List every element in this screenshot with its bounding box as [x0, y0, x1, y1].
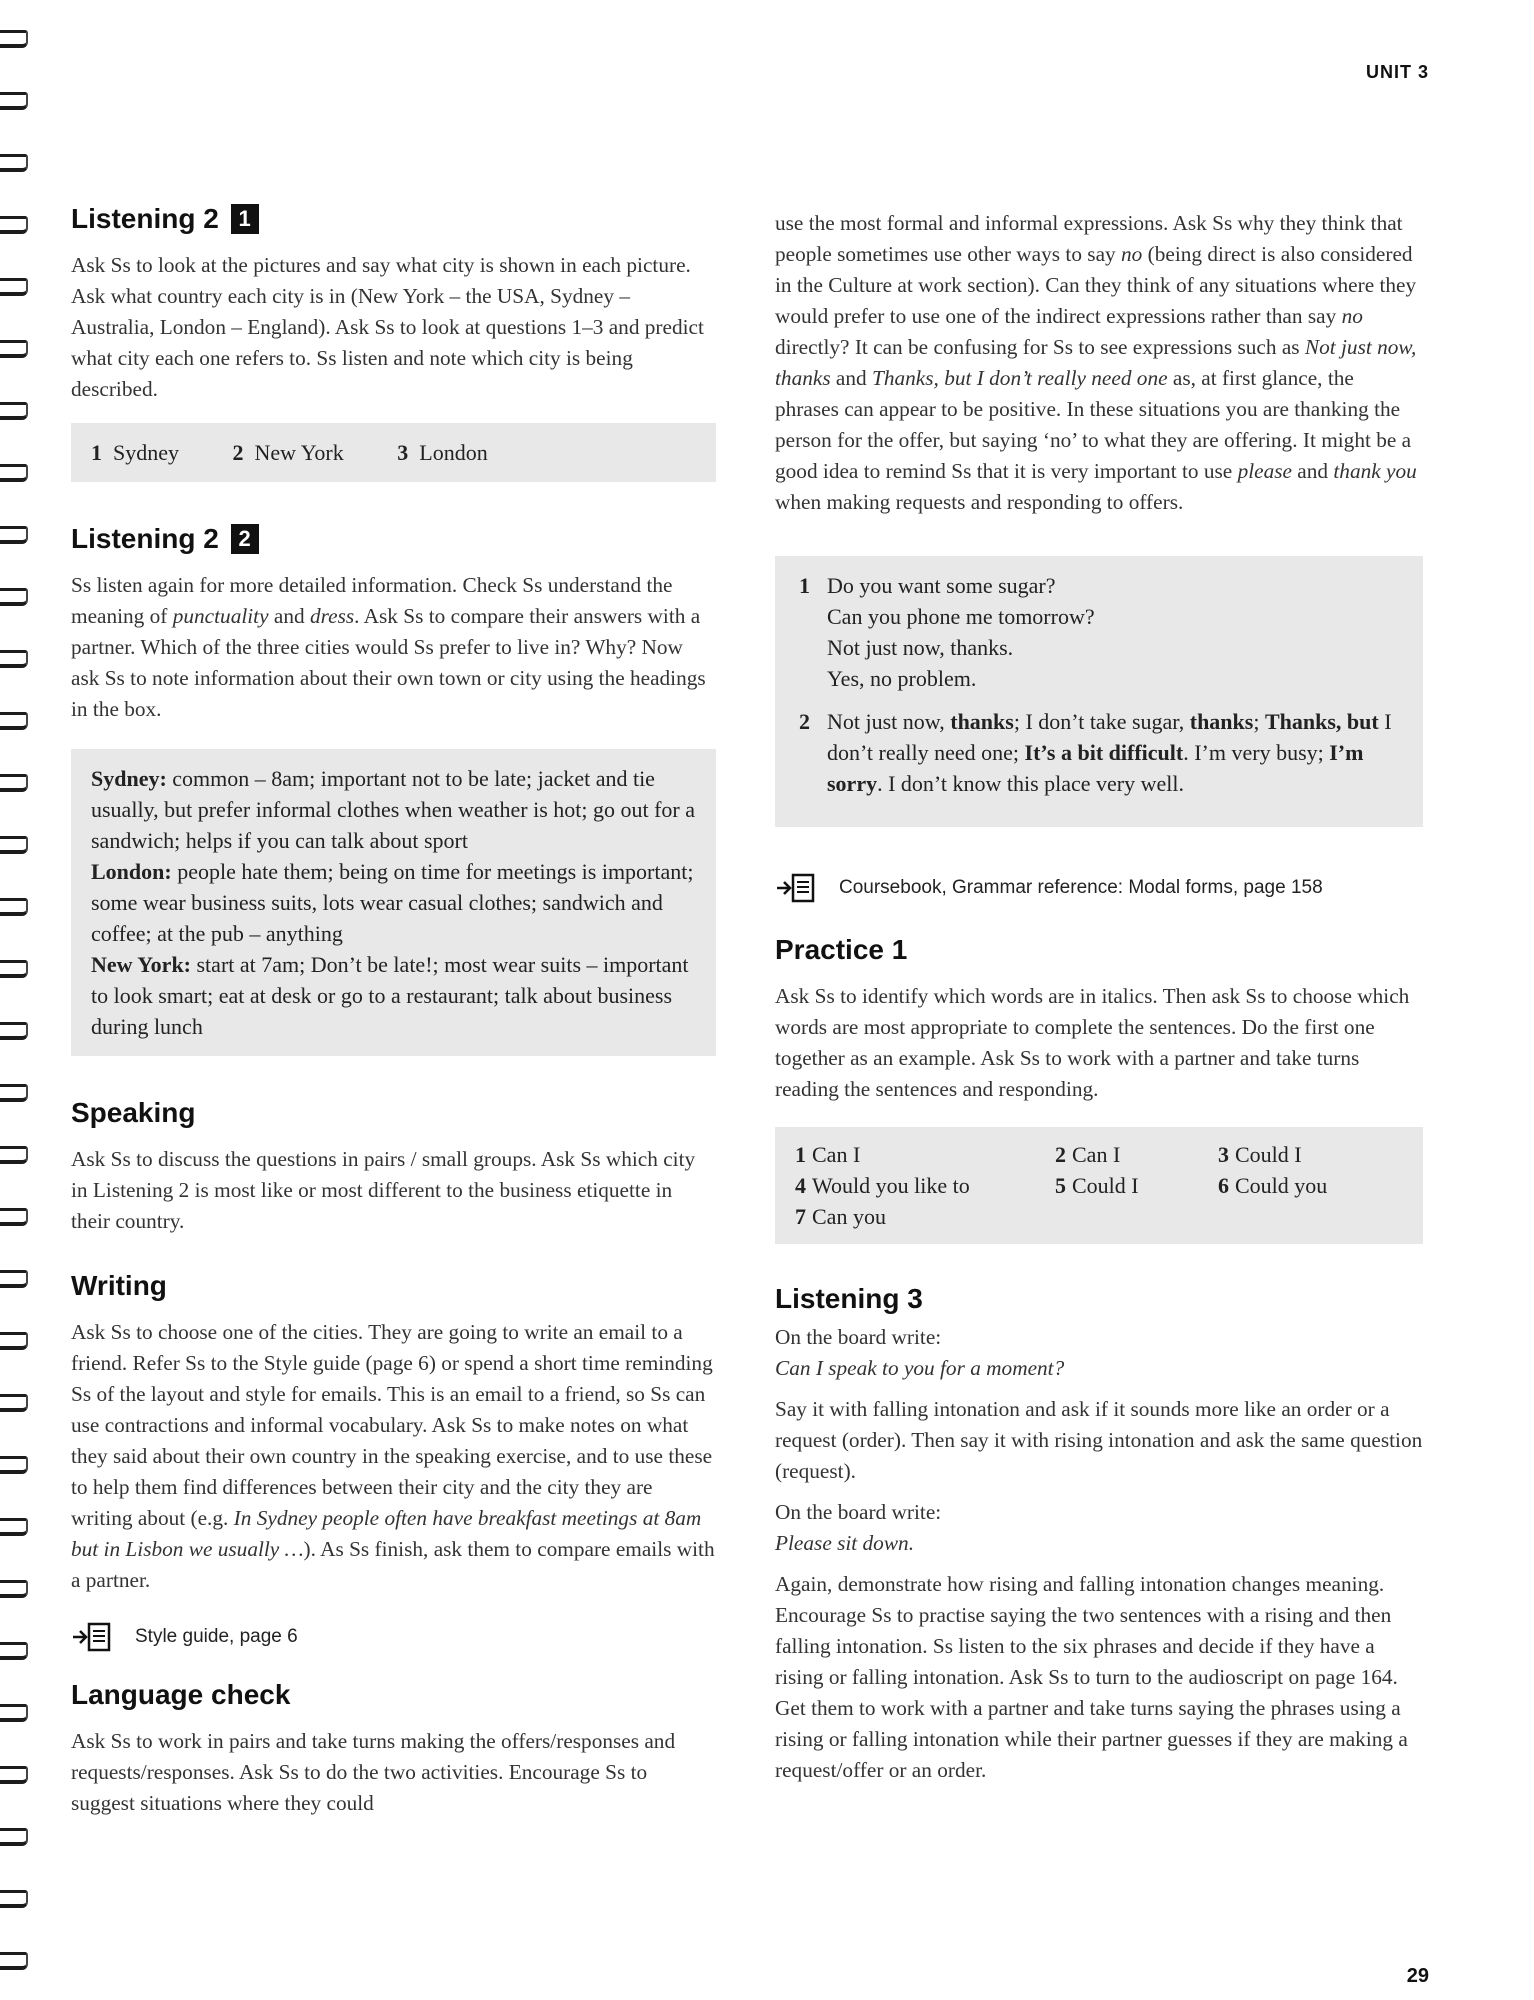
cross-reference	[775, 871, 1423, 905]
section-heading: Listening 2 1	[71, 204, 716, 234]
binding-ring	[0, 1518, 28, 1536]
instruction-text: Ask Ss to identify which words are in italics. Then ask Ss to choose which words are most appropriate to complete the sentences. Do the first one together as an example. Ask Ss to work with a partner and take turns reading the sentences and responding.	[775, 984, 1410, 1101]
answer-item: 4 Would you like to	[795, 1173, 970, 1198]
binding-ring	[0, 1394, 28, 1412]
instruction-text: Ask Ss to choose one of the cities. They are going to write an email to a friend. Refer Ss to the Style guide (page 6) or spend a short time reminding Ss of the layout and style for emails. This is an email to a friend, so Ss can use contractions and informal vocabulary. Ask Ss to make notes on what they said about their own country in the speaking exercise, and to use these to help them find differences between their city and the city they are writing about (e.g. In Sydney people often have breakfast meetings at 8am but in Lisbon we usually …). As Ss finish, ask them to compare emails with a partner.	[71, 1320, 715, 1592]
binding-ring	[0, 960, 28, 978]
answer-box	[71, 749, 716, 1056]
left-column	[71, 204, 716, 1829]
instruction-text: Say it with falling intonation and ask if it sounds more like an order or a request (order). Then say it with rising intonation and ask the same question (request).	[775, 1397, 1423, 1483]
section-practice-1	[775, 935, 1423, 1244]
answer-entry: Sydney: common – 8am; important not to be late; jacket and tie usually, but prefer informal clothes when weather is hot; go out for a sandwich; helps if you can talk about sport	[91, 766, 696, 853]
binding-ring	[0, 216, 28, 234]
spiral-binding	[0, 0, 34, 2000]
section-listening-2-2	[71, 524, 716, 1056]
binding-ring	[0, 1766, 28, 1784]
instruction-text: Ss listen again for more detailed information. Check Ss understand the meaning of punctuality and dress. Ask Ss to compare their answers with a partner. Which of the three cities would Ss prefer to live in? Why? Now ask Ss to note information about their own town or city using the headings in the box.	[71, 573, 706, 721]
cross-reference	[71, 1620, 716, 1654]
answer-item: 1 Sydney	[91, 440, 179, 465]
answer-item: 3 Could I	[1218, 1142, 1302, 1167]
answer-entry: London: people hate them; being on time for meetings is important; some wear business suits, lots wear casual clothes; sandwich and coffee; at the pub – anything	[91, 859, 694, 946]
answer-item: 1 Do you want some sugar? Can you phone me tomorrow? Not just now, thanks. Yes, no problem.	[799, 573, 1095, 691]
unit-label: UNIT 3	[1365, 62, 1429, 82]
answer-item: 2 Can I	[1055, 1142, 1121, 1167]
section-heading: Speaking	[71, 1097, 196, 1128]
binding-ring	[0, 1022, 28, 1040]
answer-box	[71, 423, 716, 482]
binding-ring	[0, 836, 28, 854]
answer-item: 2 Not just now, thanks; I don’t take sugar, thanks; Thanks, but I don’t really need one; It’s a bit difficult. I’m very busy; I’m sorry. I don’t know this place very well.	[799, 706, 1403, 799]
binding-ring	[0, 1270, 28, 1288]
answer-entry: New York: start at 7am; Don’t be late!; most wear suits – important to look smart; eat at desk or go to a restaurant; talk about business during lunch	[91, 952, 689, 1039]
binding-ring	[0, 92, 28, 110]
binding-ring	[0, 712, 28, 730]
answer-item: 7 Can you	[795, 1204, 886, 1229]
right-column	[775, 208, 1423, 1796]
section-heading: Language check	[71, 1679, 291, 1710]
binding-ring	[0, 1704, 28, 1722]
answer-box	[775, 556, 1423, 827]
binding-ring	[0, 1456, 28, 1474]
binding-ring	[0, 588, 28, 606]
section-language-check	[71, 1680, 716, 1819]
exercise-number-badge: 2	[231, 524, 259, 554]
binding-ring	[0, 340, 28, 358]
section-listening-3	[775, 1284, 1423, 1786]
binding-ring	[0, 464, 28, 482]
binding-ring	[0, 1828, 28, 1846]
binding-ring	[0, 526, 28, 544]
binding-ring	[0, 1890, 28, 1908]
page-number: 29	[1406, 1965, 1429, 1987]
book-arrow-icon	[71, 1620, 113, 1654]
binding-ring	[0, 1084, 28, 1102]
binding-ring	[0, 1208, 28, 1226]
binding-ring	[0, 1332, 28, 1350]
answer-box	[775, 1127, 1423, 1244]
section-heading: Practice 1	[775, 934, 908, 965]
section-heading: Listening 2 2	[71, 524, 716, 554]
binding-ring	[0, 650, 28, 668]
binding-ring	[0, 30, 28, 48]
book-arrow-icon	[775, 871, 817, 905]
binding-ring	[0, 278, 28, 296]
answer-item: 2 New York	[232, 440, 344, 465]
binding-ring	[0, 774, 28, 792]
answer-item: 1 Can I	[795, 1142, 861, 1167]
section-speaking	[71, 1098, 716, 1237]
section-listening-2-1	[71, 204, 716, 482]
binding-ring	[0, 898, 28, 916]
binding-ring	[0, 154, 28, 172]
section-heading: Writing	[71, 1270, 167, 1301]
binding-ring	[0, 1952, 28, 1970]
continued-text: use the most formal and informal expressions. Ask Ss why they think that people sometimes use other ways to say no (being direct is also considered in the Culture at work section). Can they think of any situations where they would prefer to use one of the indirect expressions rather than say no directly? It can be confusing for Ss to see expressions such as Not just now, thanks and Thanks, but I don’t really need one as, at first glance, the phrases can appear to be positive. In these situations you are thanking the person for the offer, but saying ‘no’ to what they are offering. It might be a good idea to remind Ss that it is very important to use please and thank you when making requests and responding to offers.	[775, 211, 1417, 514]
section-heading: Listening 3	[775, 1283, 923, 1314]
instruction-text: Again, demonstrate how rising and falling intonation changes meaning. Encourage Ss to practise saying the two sentences with a rising and then falling intonation. Ss listen to the six phrases and decide if they have a rising or falling intonation. Ask Ss to turn to the audioscript on page 164. Get them to work with a partner and take turns saying the phrases using a rising or falling intonation while their partner guesses if they are making a request/offer or an order.	[775, 1572, 1408, 1782]
binding-ring	[0, 1580, 28, 1598]
cross-reference-text: Coursebook, Grammar reference: Modal forms, page 158	[839, 877, 1323, 898]
instruction-text: Ask Ss to look at the pictures and say what city is shown in each picture. Ask what country each city is in (New York – the USA, Sydney – Australia, London – England). Ask Ss to look at questions 1–3 and predict what city each one refers to. Ss listen and note which city is being described.	[71, 253, 704, 401]
board-instruction: On the board write: Can I speak to you for a moment?	[775, 1325, 1065, 1380]
answer-text: Not just now, thanks; I don’t take sugar, thanks; Thanks, but I don’t really need one; It’s a bit difficult. I’m very busy; I’m sorry. I don’t know this place very well.	[827, 709, 1392, 796]
instruction-text: Ask Ss to discuss the questions in pairs / small groups. Ask Ss which city in Listening 2 is most like or most different to the business etiquette in their country.	[71, 1147, 696, 1233]
binding-ring	[0, 402, 28, 420]
instruction-text: Ask Ss to work in pairs and take turns making the offers/responses and requests/responses. Ask Ss to do the two activities. Encourage Ss to suggest situations where they could	[71, 1729, 676, 1815]
answer-item: 3 London	[397, 440, 488, 465]
answer-item: 6 Could you	[1218, 1173, 1328, 1198]
section-writing	[71, 1271, 716, 1654]
binding-ring	[0, 1642, 28, 1660]
binding-ring	[0, 1146, 28, 1164]
answer-item: 5 Could I	[1055, 1173, 1139, 1198]
board-instruction: On the board write: Please sit down.	[775, 1500, 942, 1555]
exercise-number-badge: 1	[231, 204, 259, 234]
cross-reference-text: Style guide, page 6	[135, 1626, 298, 1647]
